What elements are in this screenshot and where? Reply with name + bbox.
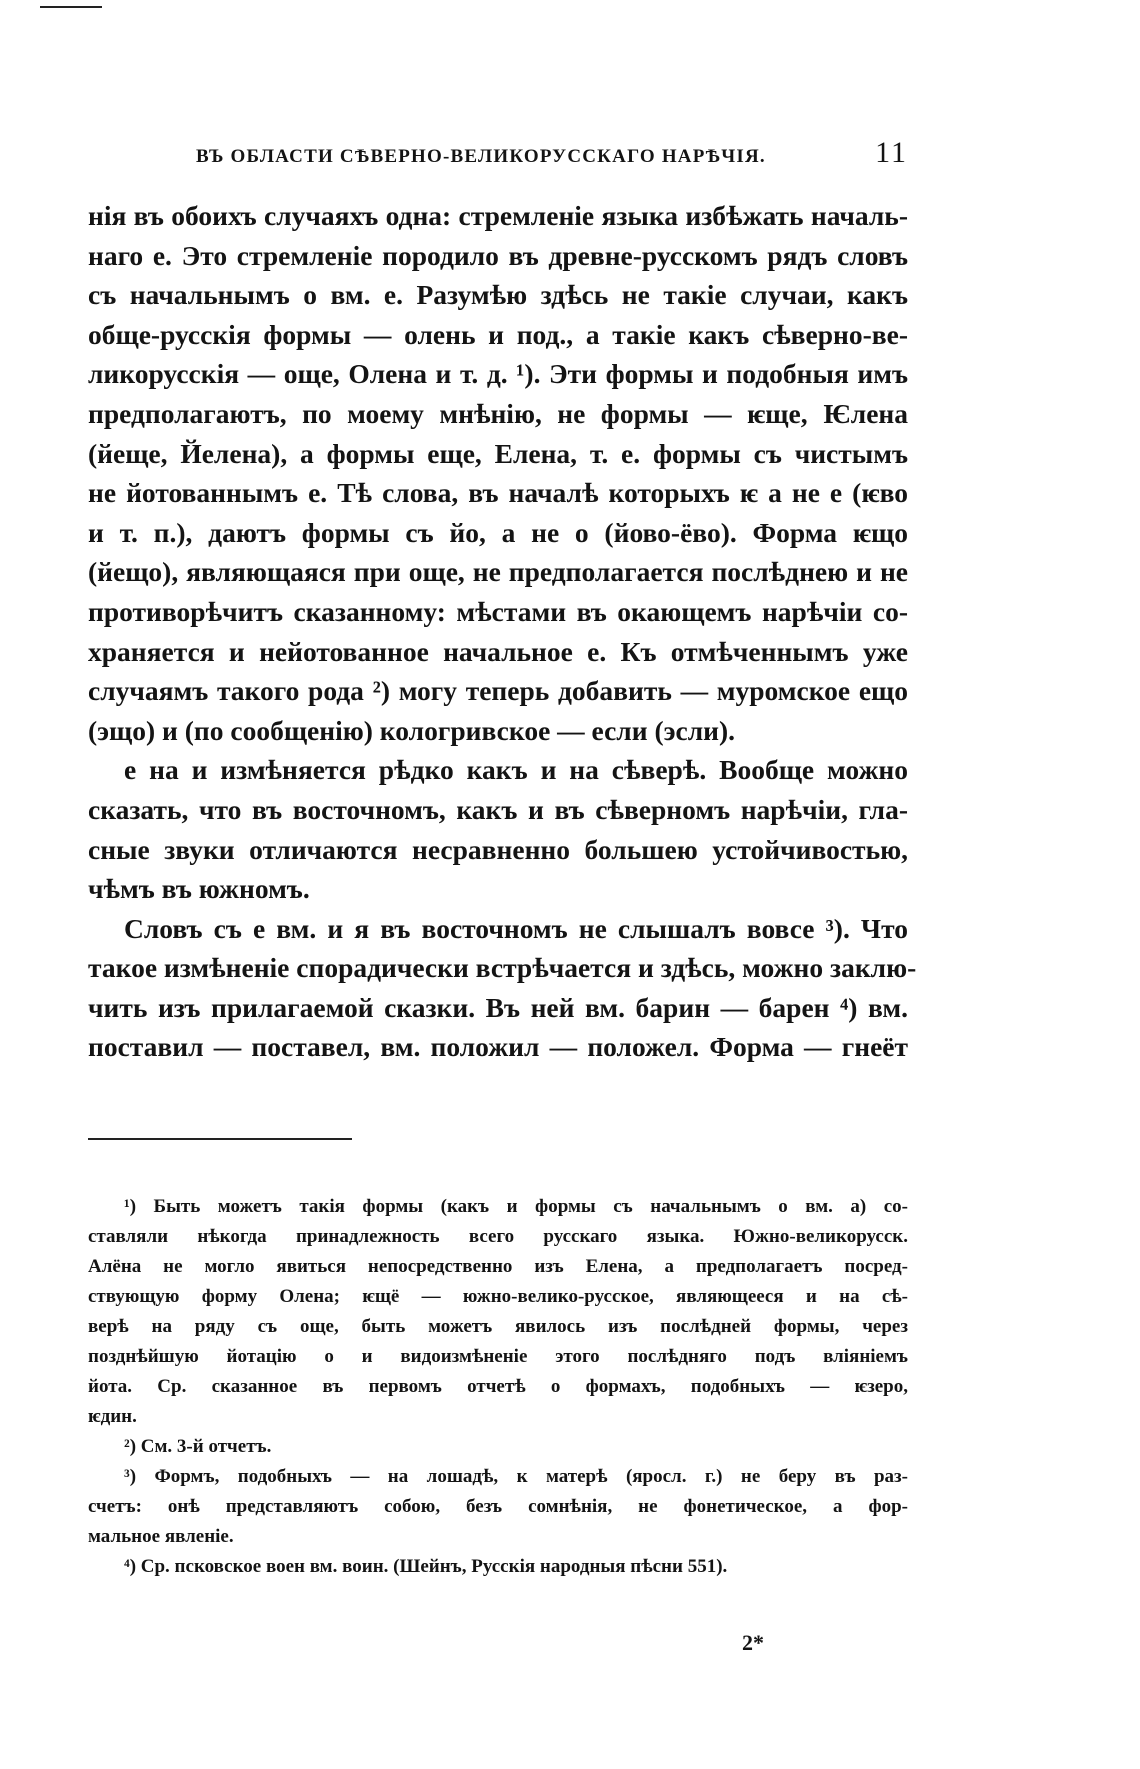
text-line: Словъ съ е вм. и я въ восточномъ не слышалъ вовсе ³). Что: [124, 912, 908, 944]
footnote-line: счетъ: онѣ представляютъ собою, безъ сомнѣнія, не фонетическое, а фор-: [88, 1496, 908, 1517]
footnote-rule: [88, 1138, 352, 1140]
text-line: сказать, что въ восточномъ, какъ и въ сѣверномъ нарѣчіи, гла-: [88, 793, 908, 825]
signature-mark: 2*: [742, 1630, 764, 1655]
text-line: чить изъ прилагаемой сказки. Въ ней вм. барин — барен ⁴) вм.: [88, 991, 908, 1023]
text-line: обще-русскія формы — олень и под., а такіе какъ сѣверно-ве-: [88, 318, 908, 350]
footnote-line: йота. Ср. сказанное въ первомъ отчетѣ о формахъ, подобныхъ — ѥзеро,: [88, 1376, 908, 1397]
footnote-line: верѣ на ряду съ още, быть можетъ явилось изъ послѣдней формы, через: [88, 1316, 908, 1337]
footnotes: [88, 1192, 908, 1582]
text-line: храняется и нейотованное начальное е. Къ отмѣченнымъ уже: [88, 635, 908, 667]
footnote-line: ствующую форму Олена; ѥщё — южно-велико-русское, являющееся и на сѣ-: [88, 1286, 908, 1307]
text-line: е на и измѣняется рѣдко какъ и на сѣверѣ. Вообще можно: [124, 754, 908, 786]
main-text: [88, 196, 917, 1067]
footnote-line: ²) См. 3-й отчетъ.: [124, 1436, 272, 1457]
footnote-line: ¹) Быть можетъ такія формы (какъ и формы съ начальнымъ о вм. а) со-: [124, 1196, 908, 1217]
text-line: и т. п.), даютъ формы съ йо, а не о (йово-ёво). Форма ѥщо: [88, 516, 908, 548]
footnote-line: ѥдин.: [88, 1406, 137, 1427]
running-title: ВЪ ОБЛАСТИ СѢВЕРНО-ВЕЛИКОРУССКАГО НАРѢЧІЯ.: [196, 146, 766, 167]
text-line: противорѣчитъ сказанному: мѣстами въ окающемъ нарѣчіи со-: [88, 595, 908, 627]
text-line: съ начальнымъ о вм. е. Разумѣю здѣсь не такіе случаи, какъ: [88, 279, 908, 311]
text-line: (эщо) и (по сообщенію) кологривское — если (эсли).: [88, 714, 736, 746]
footnote-line: Алёна не могло явиться непосредственно изъ Елена, а предполагаетъ посред-: [88, 1256, 908, 1277]
footnote-line: ³) Формъ, подобныхъ — на лошадѣ, к матерѣ (яросл. г.) не беру въ раз-: [124, 1466, 908, 1487]
text-line: нія въ обоихъ случаяхъ одна: стремленіе языка избѣжать началь-: [88, 200, 908, 231]
scan-edge-mark: [40, 6, 102, 8]
page-header: [88, 136, 908, 180]
text-line: чѣмъ въ южномъ.: [88, 873, 310, 905]
footnote-line: позднѣйшую йотацію о и видоизмѣненіе этого послѣдняго подъ вліяніемъ: [88, 1346, 908, 1367]
footnote-line: мальное явленіе.: [88, 1526, 234, 1547]
text-line: не йотованнымъ е. Тѣ слова, въ началѣ которыхъ ѥ а не е (ѥво: [88, 477, 908, 509]
footnote-line: ставляли нѣкогда принадлежность всего русскаго языка. Южно-великорусск.: [88, 1226, 908, 1247]
text-line: такое измѣненіе спорадически встрѣчается и здѣсь, можно заклю-: [88, 952, 917, 984]
text-line: предполагаютъ, по моему мнѣнію, не формы — ѥще, Ѥлена: [88, 397, 908, 429]
text-line: (йеще, Йелена), а формы еще, Елена, т. е. формы съ чистымъ: [88, 437, 908, 469]
page-number: 11: [875, 136, 908, 169]
text-line: поставил — поставел, вм. положил — положел. Форма — гнеёт: [88, 1031, 908, 1063]
text-line: наго е. Это стремленіе породило въ древне-русскомъ рядъ словъ: [88, 239, 908, 271]
footnote-line: ⁴) Ср. псковское воен вм. воин. (Шейнъ, Русскія народныя пѣсни 551).: [124, 1556, 728, 1577]
text-line: сные звуки отличаются несравненно большею устойчивостью,: [88, 833, 908, 865]
text-line: ликорусскія — още, Олена и т. д. ¹). Эти формы и подобныя имъ: [88, 358, 908, 390]
text-line: случаямъ такого рода ²) могу теперь добавить — муромское ещо: [88, 675, 908, 707]
text-line: (йещо), являющаяся при още, не предполагается послѣднею и не: [88, 556, 908, 588]
